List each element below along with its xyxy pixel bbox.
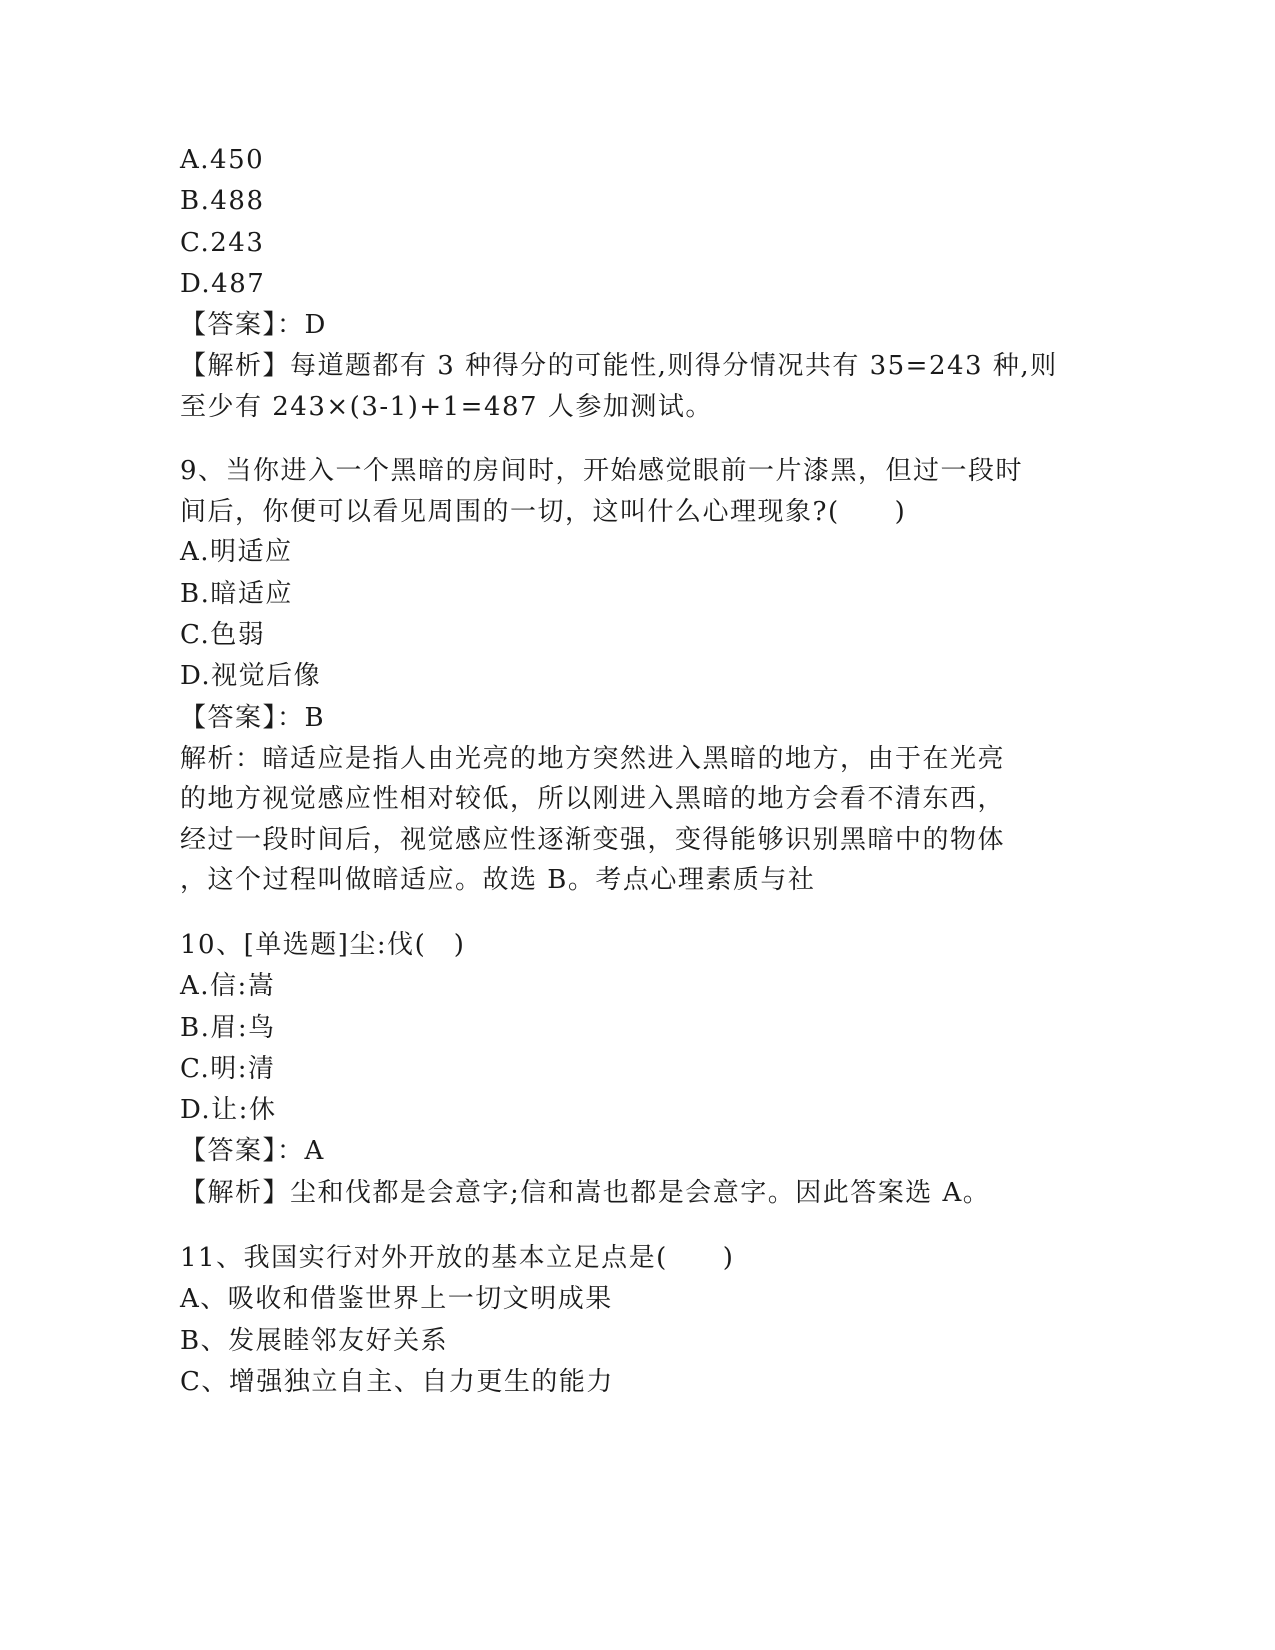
option-a: A.信:嵩 bbox=[180, 971, 276, 1002]
analysis-line: 【解析】每道题都有 3 种得分的可能性,则得分情况共有 35=243 种,则 bbox=[180, 351, 1058, 382]
analysis bbox=[180, 739, 1050, 901]
option-b: B.眉:鸟 bbox=[180, 1012, 276, 1043]
question-text: 10、[单选题]尘:伐( ) bbox=[180, 929, 466, 960]
analysis-line: 解析：暗适应是指人由光亮的地方突然进入黑暗的地方，由于在光亮 bbox=[180, 743, 1006, 774]
question-10 bbox=[180, 925, 1050, 1214]
option-d: D.让:休 bbox=[180, 1095, 277, 1126]
spacer bbox=[180, 901, 1050, 925]
option-c: C.243 bbox=[180, 227, 265, 258]
answer: 【答案】：B bbox=[180, 702, 326, 733]
option-b: B、发展睦邻友好关系 bbox=[180, 1325, 449, 1356]
option-d: D.视觉后像 bbox=[180, 661, 322, 692]
analysis-line: ，这个过程叫做暗适应。故选 B。考点心理素质与社 bbox=[180, 865, 816, 896]
question-11 bbox=[180, 1238, 1050, 1403]
analysis-line: 的地方视觉感应性相对较低，所以刚进入黑暗的地方会看不清东西， bbox=[180, 784, 1006, 815]
analysis-line: 经过一段时间后，视觉感应性逐渐变强，变得能够识别黑暗中的物体 bbox=[180, 824, 1006, 855]
question-line: 9、当你进入一个黑暗的房间时，开始感觉眼前一片漆黑，但过一段时 bbox=[180, 456, 1024, 487]
option-c: C.色弱 bbox=[180, 620, 266, 651]
question-text: 11、我国实行对外开放的基本立足点是( ) bbox=[180, 1243, 735, 1274]
answer: 【答案】：A bbox=[180, 1136, 325, 1167]
question-text bbox=[180, 451, 1050, 532]
option-d: D.487 bbox=[180, 268, 266, 299]
spacer bbox=[180, 1214, 1050, 1238]
spacer bbox=[180, 427, 1050, 451]
analysis: 【解析】尘和伐都是会意字;信和嵩也都是会意字。因此答案选 A。 bbox=[180, 1177, 991, 1208]
option-a: A.450 bbox=[180, 145, 265, 175]
analysis bbox=[180, 346, 1058, 427]
option-a: A、吸收和借鉴世界上一切文明成果 bbox=[180, 1284, 613, 1315]
question-line: 间后，你便可以看见周围的一切，这叫什么心理现象?( ) bbox=[180, 496, 907, 527]
option-b: B.暗适应 bbox=[180, 578, 293, 609]
document-page bbox=[180, 140, 1058, 1403]
analysis-line: 至少有 243×(3-1)+1=487 人参加测试。 bbox=[180, 391, 713, 422]
answer: 【答案】：D bbox=[180, 310, 327, 341]
option-a: A.明适应 bbox=[180, 537, 293, 568]
question-9 bbox=[180, 451, 1050, 900]
option-c: C.明:清 bbox=[180, 1053, 276, 1084]
option-c: C、增强独立自主、自力更生的能力 bbox=[180, 1366, 614, 1397]
question-8 bbox=[180, 140, 1058, 427]
option-b: B.488 bbox=[180, 186, 265, 217]
